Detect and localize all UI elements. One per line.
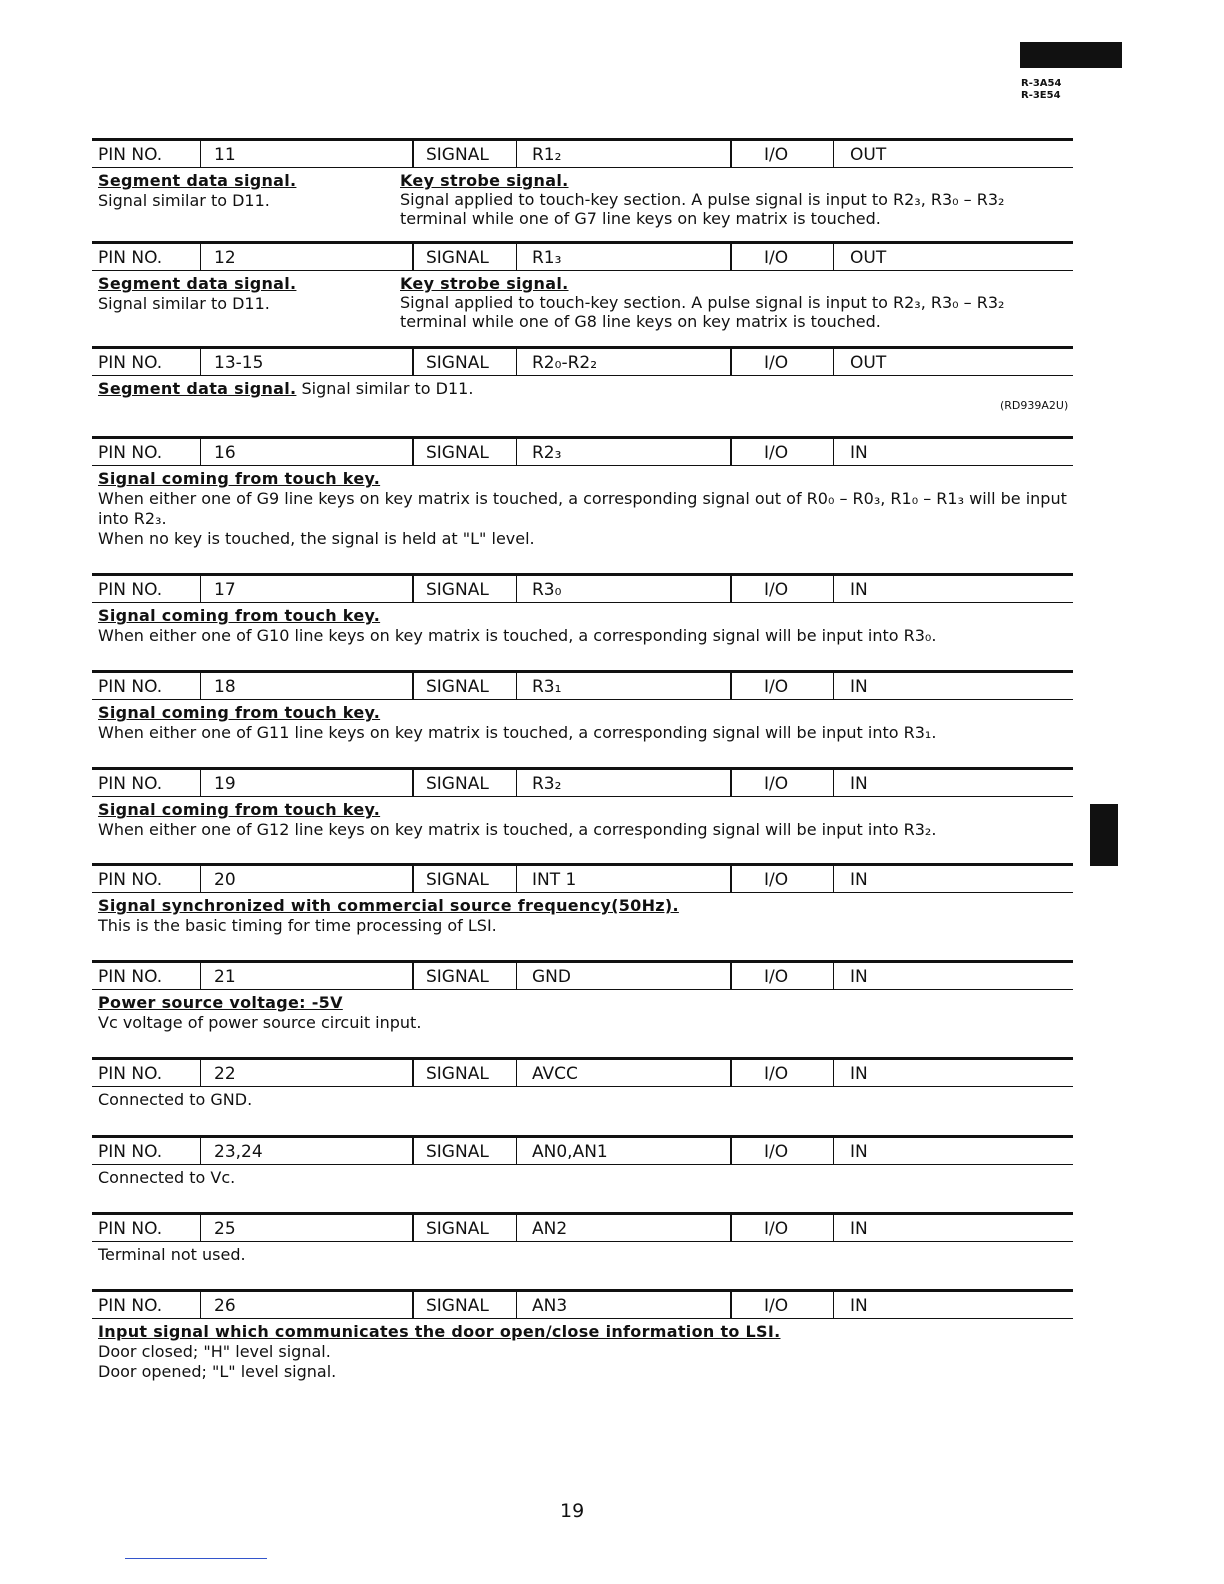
io-label: I/O <box>764 774 789 794</box>
pin-label: PIN NO. <box>98 1142 163 1162</box>
description-title: Segment data signal. <box>98 274 297 293</box>
pin-header <box>92 436 1073 466</box>
pin-block-12 <box>92 241 1073 338</box>
description-title: Input signal which communicates the door open/close information to LSI. <box>98 1322 781 1341</box>
footer-rule <box>125 1558 267 1559</box>
io-label: I/O <box>764 580 789 600</box>
signal-name: AVCC <box>532 1064 578 1084</box>
io-value: IN <box>850 443 868 463</box>
pin-header <box>92 573 1073 603</box>
page-number: 19 <box>560 1500 585 1522</box>
io-label: I/O <box>764 248 789 268</box>
description-text: This is the basic timing for time processing of LSI. <box>98 916 497 935</box>
model-line-2: R-3E54 <box>1021 90 1061 101</box>
io-value: OUT <box>850 145 887 165</box>
model-numbers <box>1021 78 1061 102</box>
description-text: When either one of G11 line keys on key matrix is touched, a corresponding signal will be input into R3₁. <box>98 723 937 742</box>
pin-number: 19 <box>214 774 236 794</box>
pin-header <box>92 1212 1073 1242</box>
io-label: I/O <box>764 967 789 987</box>
description-title: Signal synchronized with commercial source frequency(50Hz). <box>98 896 679 915</box>
signal-name: R1₂ <box>532 145 562 165</box>
description-text: Connected to GND. <box>98 1090 253 1109</box>
io-value: OUT <box>850 248 887 268</box>
pin-description <box>92 800 1073 840</box>
pin-description <box>92 1090 1073 1110</box>
pin-block-21 <box>92 960 1073 1033</box>
pin-number: 26 <box>214 1296 236 1316</box>
pin-number: 25 <box>214 1219 236 1239</box>
io-value: IN <box>850 774 868 794</box>
signal-name: R3₀ <box>532 580 562 600</box>
io-label: I/O <box>764 1296 789 1316</box>
description-text: When either one of G10 line keys on key matrix is touched, a corresponding signal will be input into R3₀. <box>98 626 937 645</box>
signal-label: SIGNAL <box>426 443 489 463</box>
description-text: Door opened; "L" level signal. <box>98 1362 337 1381</box>
description-title: Signal coming from touch key. <box>98 800 381 819</box>
model-line-1: R-3A54 <box>1021 78 1062 89</box>
reference-code: (RD939A2U) <box>1000 399 1069 412</box>
pin-label: PIN NO. <box>98 1296 163 1316</box>
io-value: IN <box>850 580 868 600</box>
description-text: Signal applied to touch-key section. A pulse signal is input to R2₃, R3₀ – R3₂ terminal while one of G7 line keys on key matrix is touched. <box>400 190 1005 228</box>
signal-label: SIGNAL <box>426 1296 489 1316</box>
pin-label: PIN NO. <box>98 677 163 697</box>
signal-label: SIGNAL <box>426 145 489 165</box>
io-label: I/O <box>764 870 789 890</box>
pin-label: PIN NO. <box>98 870 163 890</box>
section-tab-marker <box>1020 42 1122 68</box>
description-text: Vc voltage of power source circuit input. <box>98 1013 422 1032</box>
pin-label: PIN NO. <box>98 967 163 987</box>
pin-block-18 <box>92 670 1073 743</box>
io-value: IN <box>850 1219 868 1239</box>
pin-description <box>92 469 1073 549</box>
description-text: When either one of G12 line keys on key matrix is touched, a corresponding signal will be input into R3₂. <box>98 820 937 839</box>
io-value: OUT <box>850 353 887 373</box>
pin-label: PIN NO. <box>98 145 163 165</box>
pin-number: 20 <box>214 870 236 890</box>
description-title: Signal coming from touch key. <box>98 703 381 722</box>
io-label: I/O <box>764 443 789 463</box>
signal-label: SIGNAL <box>426 580 489 600</box>
pin-header <box>92 1135 1073 1165</box>
description-text: Signal applied to touch-key section. A pulse signal is input to R2₃, R3₀ – R3₂ terminal while one of G8 line keys on key matrix is touched. <box>400 293 1005 331</box>
pin-description <box>92 274 1073 338</box>
signal-name: R3₂ <box>532 774 562 794</box>
description-text: Signal similar to D11. <box>296 379 474 398</box>
signal-label: SIGNAL <box>426 774 489 794</box>
pin-description <box>92 606 1073 646</box>
description-title: Key strobe signal. <box>400 274 569 293</box>
pin-header <box>92 1289 1073 1319</box>
pin-number: 13-15 <box>214 353 264 373</box>
io-value: IN <box>850 967 868 987</box>
description-text: Terminal not used. <box>98 1245 246 1264</box>
pin-description <box>92 993 1073 1033</box>
side-tab-marker <box>1090 804 1118 866</box>
pin-description <box>92 1322 1073 1382</box>
pin-description <box>92 379 1073 399</box>
io-label: I/O <box>764 145 789 165</box>
pin-number: 12 <box>214 248 236 268</box>
pin-label: PIN NO. <box>98 1064 163 1084</box>
pin-block-19 <box>92 767 1073 840</box>
pin-block-22 <box>92 1057 1073 1110</box>
description-title: Key strobe signal. <box>400 171 569 190</box>
pin-label: PIN NO. <box>98 580 163 600</box>
io-value: IN <box>850 1142 868 1162</box>
description-text: Door closed; "H" level signal. <box>98 1342 331 1361</box>
description-title: Power source voltage: -5V <box>98 993 343 1012</box>
pin-block-17 <box>92 573 1073 646</box>
signal-label: SIGNAL <box>426 248 489 268</box>
io-value: IN <box>850 1296 868 1316</box>
pin-label: PIN NO. <box>98 248 163 268</box>
io-label: I/O <box>764 353 789 373</box>
io-value: IN <box>850 677 868 697</box>
pin-header <box>92 960 1073 990</box>
signal-name: AN2 <box>532 1219 568 1239</box>
io-label: I/O <box>764 1219 789 1239</box>
pin-header <box>92 767 1073 797</box>
pin-number: 23,24 <box>214 1142 263 1162</box>
pin-header <box>92 1057 1073 1087</box>
pin-header <box>92 241 1073 271</box>
pin-number: 17 <box>214 580 236 600</box>
description-title: Signal coming from touch key. <box>98 606 381 625</box>
description-text: When no key is touched, the signal is held at "L" level. <box>98 529 535 548</box>
io-label: I/O <box>764 677 789 697</box>
pin-header <box>92 138 1073 168</box>
signal-name: R2₃ <box>532 443 562 463</box>
signal-label: SIGNAL <box>426 1142 489 1162</box>
pin-block-11 <box>92 138 1073 235</box>
io-label: I/O <box>764 1064 789 1084</box>
pin-block-13-15 <box>92 346 1073 399</box>
pin-description <box>92 896 1073 936</box>
description-title: Segment data signal. <box>98 171 297 190</box>
pin-number: 16 <box>214 443 236 463</box>
signal-name: AN0,AN1 <box>532 1142 608 1162</box>
io-value: IN <box>850 870 868 890</box>
pin-header <box>92 863 1073 893</box>
signal-name: INT 1 <box>532 870 577 890</box>
signal-label: SIGNAL <box>426 967 489 987</box>
pin-number: 18 <box>214 677 236 697</box>
signal-name: AN3 <box>532 1296 568 1316</box>
pin-description <box>92 171 1073 235</box>
signal-label: SIGNAL <box>426 1064 489 1084</box>
pin-number: 22 <box>214 1064 236 1084</box>
description-title: Segment data signal. <box>98 379 297 398</box>
pin-description <box>92 703 1073 743</box>
signal-label: SIGNAL <box>426 1219 489 1239</box>
pin-header <box>92 670 1073 700</box>
pin-block-26 <box>92 1289 1073 1382</box>
description-text: Signal similar to D11. <box>98 294 270 313</box>
signal-name: GND <box>532 967 571 987</box>
signal-name: R3₁ <box>532 677 562 697</box>
pin-label: PIN NO. <box>98 353 163 373</box>
pin-label: PIN NO. <box>98 774 163 794</box>
signal-label: SIGNAL <box>426 870 489 890</box>
pin-block-25 <box>92 1212 1073 1265</box>
signal-label: SIGNAL <box>426 677 489 697</box>
description-title: Signal coming from touch key. <box>98 469 381 488</box>
pin-label: PIN NO. <box>98 1219 163 1239</box>
pin-description <box>92 1245 1073 1265</box>
pin-block-23-24 <box>92 1135 1073 1188</box>
pin-label: PIN NO. <box>98 443 163 463</box>
signal-name: R1₃ <box>532 248 562 268</box>
signal-name: R2₀-R2₂ <box>532 353 598 373</box>
description-text: Connected to Vc. <box>98 1168 236 1187</box>
pin-number: 21 <box>214 967 236 987</box>
pin-number: 11 <box>214 145 236 165</box>
pin-block-16 <box>92 436 1073 549</box>
signal-label: SIGNAL <box>426 353 489 373</box>
pin-header <box>92 346 1073 376</box>
description-text: Signal similar to D11. <box>98 191 270 210</box>
io-label: I/O <box>764 1142 789 1162</box>
description-text: When either one of G9 line keys on key matrix is touched, a corresponding signal out of R0₀ – R0₃, R1₀ – R1₃ will be input into R2₃. <box>98 489 1067 528</box>
pin-description <box>92 1168 1073 1188</box>
io-value: IN <box>850 1064 868 1084</box>
pin-block-20 <box>92 863 1073 936</box>
